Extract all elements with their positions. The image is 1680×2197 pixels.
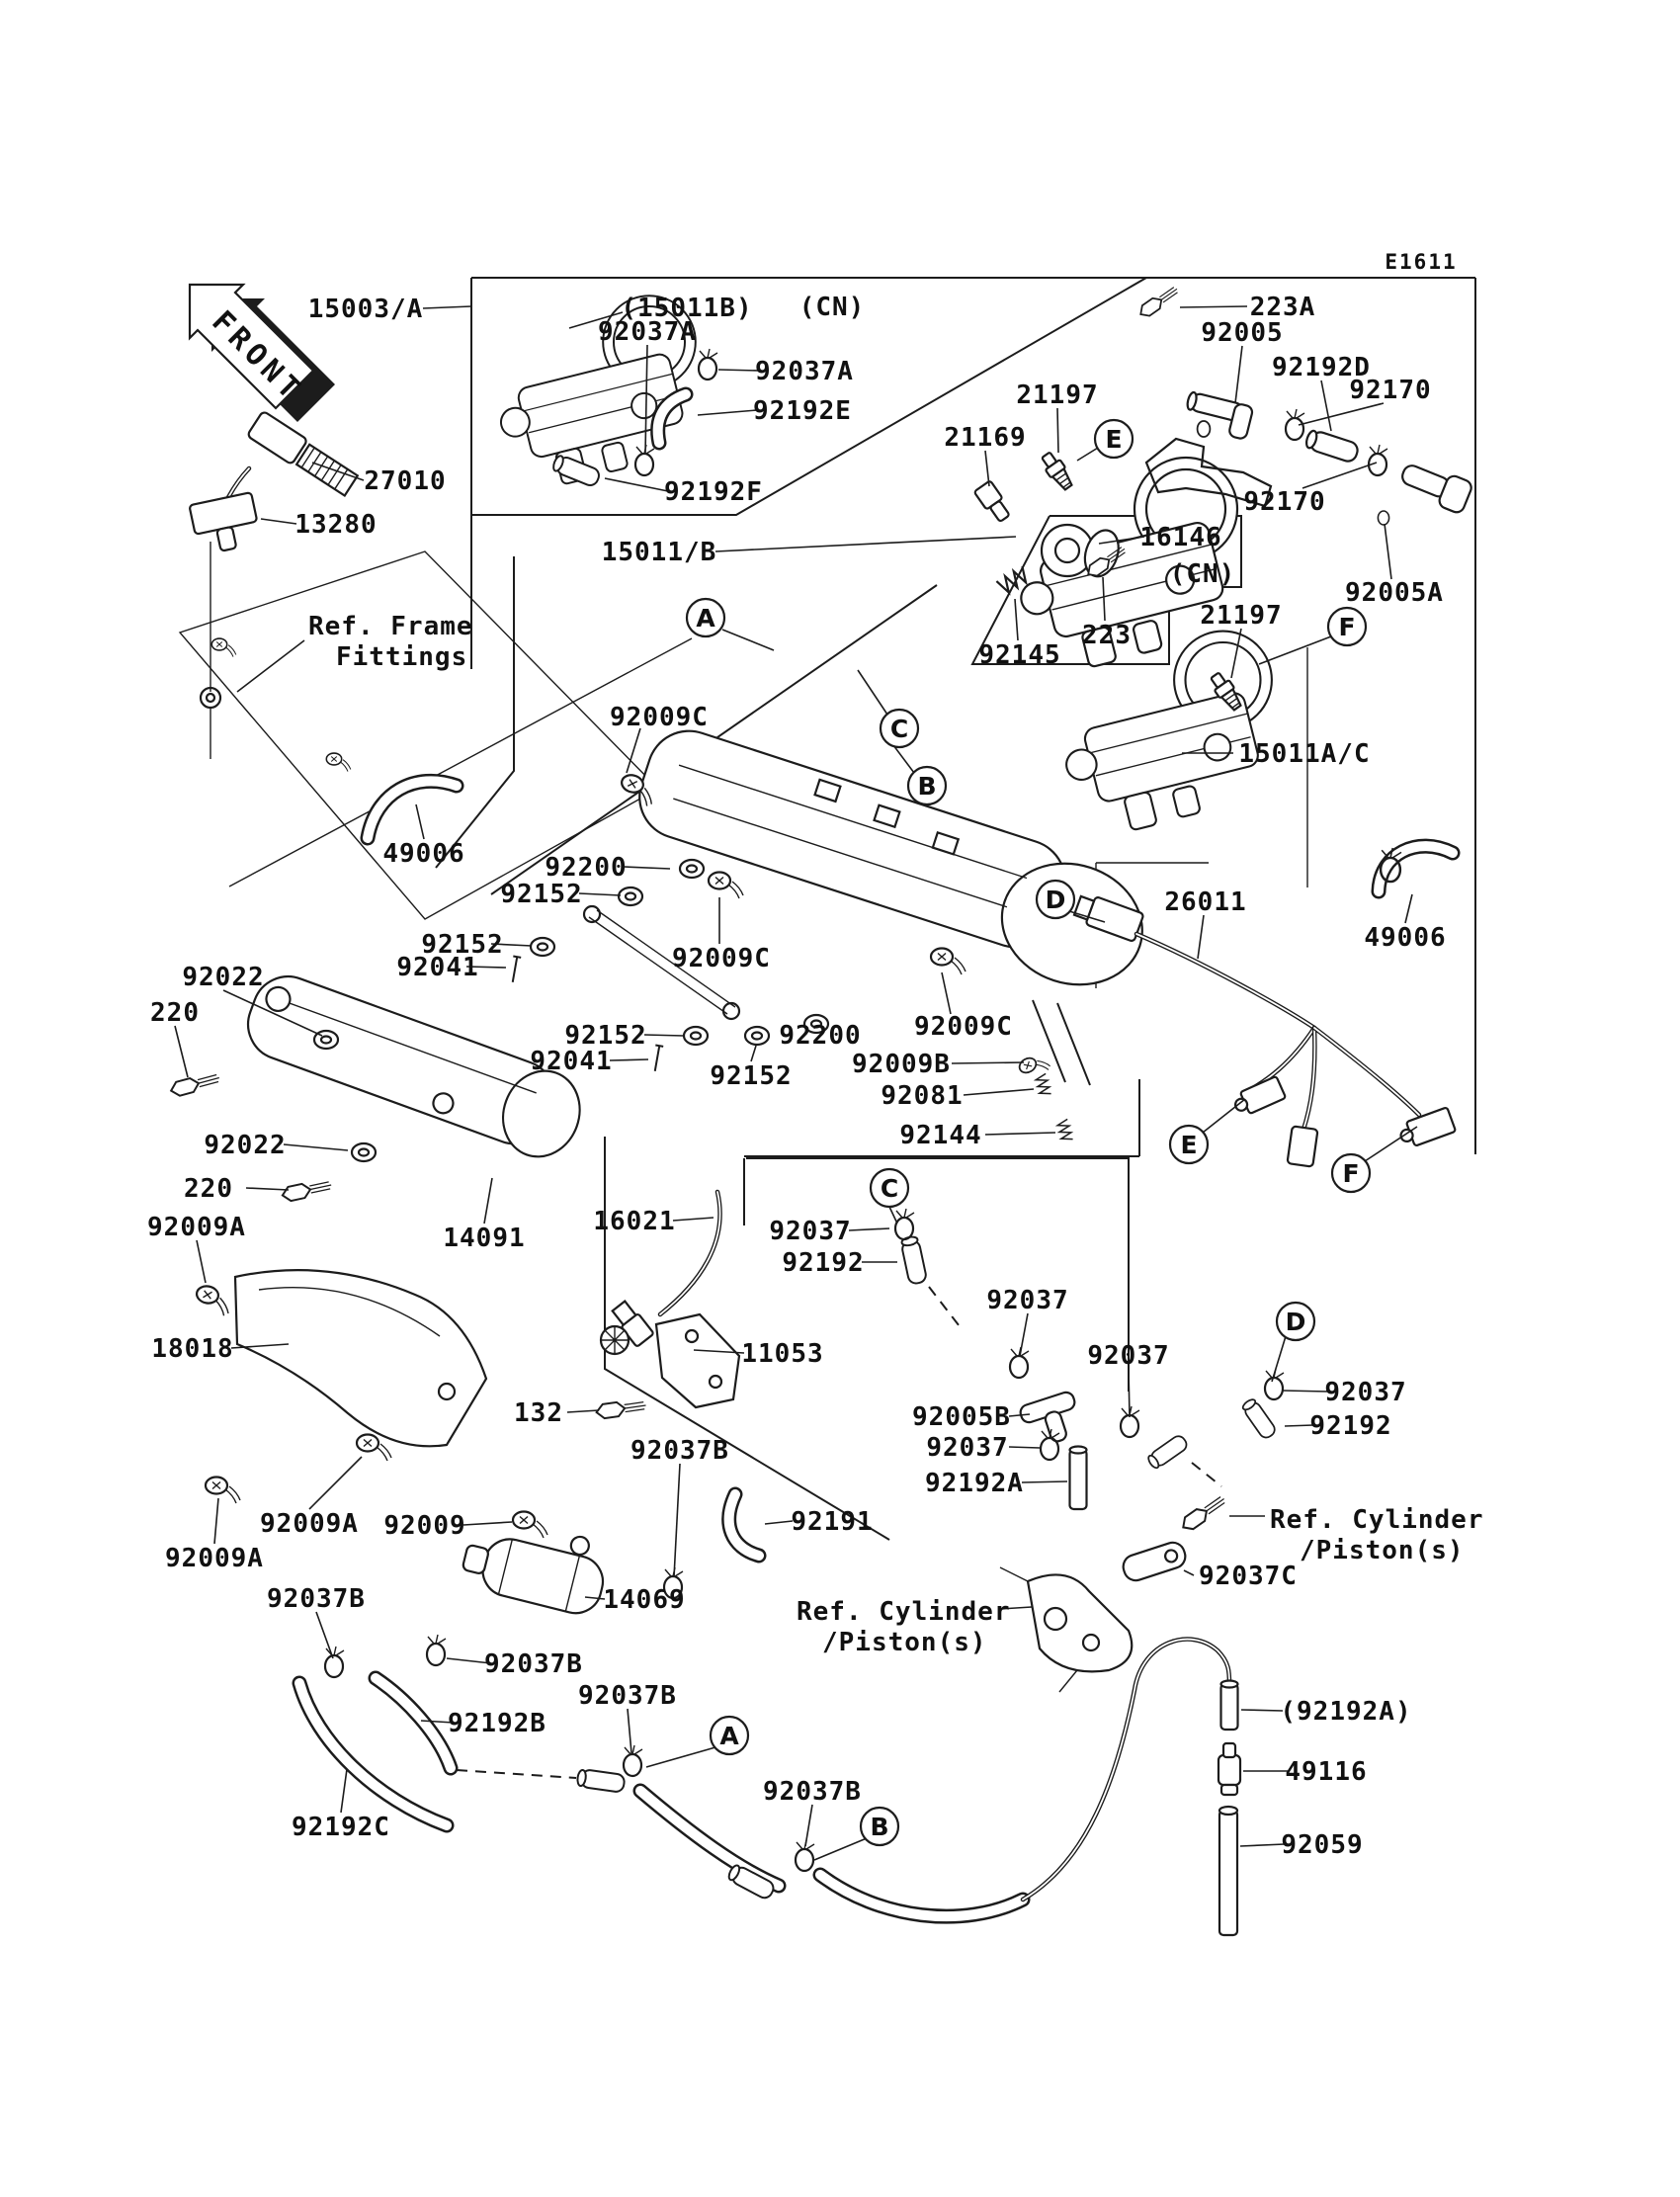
part-label: 92192E bbox=[753, 396, 852, 426]
part-label: 16021 bbox=[593, 1207, 676, 1236]
part-label-leader bbox=[423, 306, 471, 308]
part-label-leader bbox=[246, 1188, 289, 1190]
part-label: 92009C bbox=[610, 703, 709, 732]
callout-leader bbox=[1365, 1127, 1417, 1161]
part-label-leader bbox=[1015, 599, 1018, 640]
part-label: 15011/B bbox=[601, 538, 717, 567]
callout-leader bbox=[646, 1747, 715, 1767]
part-label: 92037B bbox=[630, 1436, 729, 1466]
part-label: (CN) bbox=[1169, 559, 1236, 589]
part-label: 132 bbox=[514, 1398, 563, 1428]
part-label: 14069 bbox=[603, 1585, 686, 1615]
part-label: 92037B bbox=[484, 1649, 583, 1679]
tube-92059 bbox=[1219, 1807, 1237, 1935]
part-label: 21197 bbox=[1200, 601, 1283, 631]
diagram-code: E1611 bbox=[1385, 250, 1458, 274]
part-label: 92152 bbox=[421, 930, 504, 960]
part-label-leader bbox=[1321, 380, 1331, 431]
part-label: 92192 bbox=[782, 1248, 865, 1278]
part-label: 220 bbox=[150, 998, 200, 1028]
part-label-leader bbox=[1198, 915, 1204, 959]
part-label: (92192A) bbox=[1280, 1697, 1412, 1727]
adjuster-21169 bbox=[974, 480, 1013, 524]
callout-letter-E: E bbox=[1180, 1131, 1198, 1159]
part-label-leader bbox=[627, 728, 640, 773]
part-label: 92037A bbox=[598, 317, 697, 347]
part-label: 92192C bbox=[292, 1813, 390, 1842]
ref-note: Ref. Cylinder /Piston(s) bbox=[1270, 1505, 1484, 1565]
part-label: 16146 bbox=[1139, 523, 1222, 552]
sensor-13280 bbox=[189, 492, 261, 555]
part-label-leader bbox=[610, 1059, 648, 1060]
part-label-leader bbox=[1283, 1391, 1328, 1392]
valve-49116 bbox=[1218, 1743, 1240, 1795]
part-label: 92200 bbox=[779, 1021, 862, 1051]
tee-92005B bbox=[1019, 1391, 1085, 1450]
part-label: 92192F bbox=[664, 477, 763, 507]
part-label: 92081 bbox=[881, 1081, 964, 1111]
part-label-leader bbox=[175, 1026, 188, 1077]
ref-note-leader bbox=[237, 640, 304, 692]
part-label-leader bbox=[952, 1062, 1024, 1063]
part-label: 92009C bbox=[914, 1012, 1013, 1042]
part-label: 92009 bbox=[383, 1511, 466, 1541]
bolt-223A bbox=[1137, 284, 1181, 319]
part-label: 92191 bbox=[791, 1507, 874, 1537]
part-label-leader bbox=[964, 1089, 1034, 1095]
part-label-leader bbox=[1240, 1844, 1285, 1846]
part-label: 92009C bbox=[672, 944, 771, 973]
fuel-tap bbox=[1000, 1567, 1132, 1692]
part-label: 92022 bbox=[182, 963, 265, 992]
part-label-leader bbox=[1184, 1570, 1194, 1575]
part-label-leader bbox=[1020, 1313, 1028, 1356]
tube-92192A bbox=[1070, 1447, 1087, 1510]
part-label-leader bbox=[1009, 1447, 1040, 1448]
part-label: 92005B bbox=[912, 1402, 1011, 1432]
connector-27010 bbox=[247, 411, 360, 498]
part-label-leader bbox=[765, 1521, 793, 1524]
tube-92037C bbox=[1121, 1540, 1189, 1584]
part-label: 92152 bbox=[710, 1061, 793, 1091]
part-label-leader bbox=[673, 1218, 714, 1221]
part-label: 92059 bbox=[1281, 1830, 1364, 1860]
part-label-leader bbox=[1022, 1481, 1067, 1482]
clamps bbox=[325, 1209, 1284, 1871]
part-label-leader bbox=[674, 1464, 680, 1577]
part-label-leader bbox=[985, 451, 989, 486]
part-label-leader bbox=[698, 410, 757, 415]
callout-letter-C: C bbox=[889, 715, 909, 743]
part-label: 92037C bbox=[1199, 1562, 1298, 1591]
part-label: 92009A bbox=[165, 1544, 264, 1573]
part-label: 49006 bbox=[1364, 923, 1447, 953]
part-label-leader bbox=[261, 519, 296, 524]
part-label-leader bbox=[1057, 408, 1058, 453]
part-label: 92037B bbox=[763, 1777, 862, 1807]
part-label: 92037B bbox=[578, 1681, 677, 1711]
part-label: 92041 bbox=[530, 1047, 613, 1076]
callout-letter-C: C bbox=[880, 1174, 899, 1203]
callout-letter-B: B bbox=[917, 772, 937, 801]
part-label: 223 bbox=[1082, 621, 1132, 650]
callout-letter-A: A bbox=[719, 1722, 739, 1750]
part-label: 92152 bbox=[564, 1021, 647, 1051]
part-label-leader bbox=[628, 1709, 631, 1753]
part-label-leader bbox=[1299, 403, 1384, 425]
part-label-leader bbox=[463, 1522, 512, 1525]
callout-leader bbox=[1259, 636, 1331, 664]
part-label: 21197 bbox=[1016, 380, 1099, 410]
part-label-leader bbox=[985, 1133, 1055, 1135]
part-label: 92144 bbox=[899, 1121, 982, 1150]
part-label-leader bbox=[197, 1240, 206, 1283]
part-label: 92170 bbox=[1243, 487, 1326, 517]
callout-leader bbox=[1272, 1336, 1286, 1382]
callout-leader bbox=[1203, 1099, 1245, 1133]
front-arrow-label: FRONT bbox=[205, 303, 310, 410]
part-label: 49006 bbox=[382, 839, 465, 869]
part-label: 92037 bbox=[986, 1286, 1069, 1315]
ref-note: Ref. Cylinder /Piston(s) bbox=[797, 1597, 1011, 1657]
part-label: 92037 bbox=[1324, 1378, 1407, 1407]
part-label: 92192 bbox=[1309, 1411, 1392, 1441]
part-label: 13280 bbox=[294, 510, 378, 540]
callout-letter-E: E bbox=[1105, 425, 1123, 454]
part-label-leader bbox=[1302, 463, 1377, 488]
part-label-leader bbox=[1241, 1710, 1283, 1711]
part-label: 223A bbox=[1249, 293, 1316, 322]
part-label: 92037A bbox=[755, 357, 854, 386]
part-label: 92009A bbox=[260, 1509, 359, 1539]
part-label-leader bbox=[579, 893, 621, 895]
heat-shield-18018 bbox=[235, 1270, 486, 1446]
part-label-leader bbox=[718, 370, 759, 371]
part-label: 92145 bbox=[978, 640, 1061, 670]
fitting-92005 bbox=[1182, 391, 1253, 440]
part-label: 92192A bbox=[925, 1469, 1024, 1498]
part-label-leader bbox=[751, 1046, 756, 1061]
part-label-leader bbox=[1385, 524, 1391, 579]
callout-letter-F: F bbox=[1342, 1159, 1360, 1188]
part-label: 18018 bbox=[151, 1334, 234, 1364]
part-label: (15011B) bbox=[621, 294, 753, 323]
part-label: 11053 bbox=[741, 1339, 824, 1369]
part-label-leader bbox=[341, 1769, 347, 1813]
part-label-leader bbox=[316, 1612, 333, 1658]
part-label: 92005A bbox=[1345, 578, 1444, 608]
callout-letter-F: F bbox=[1338, 613, 1356, 641]
part-label: 92037 bbox=[769, 1217, 852, 1246]
ref-note: Ref. Frame Fittings bbox=[308, 612, 473, 672]
part-label: 15003/A bbox=[307, 295, 424, 324]
part-label-leader bbox=[1129, 1369, 1130, 1417]
part-label: 15011A/C bbox=[1238, 739, 1371, 769]
part-label: 92005 bbox=[1201, 318, 1284, 348]
part-label-leader bbox=[942, 972, 951, 1014]
part-label: 49116 bbox=[1285, 1757, 1368, 1787]
part-label-leader bbox=[416, 804, 424, 839]
part-label: 26011 bbox=[1164, 887, 1247, 917]
part-label: 92037 bbox=[926, 1433, 1009, 1463]
part-label-leader bbox=[1180, 306, 1247, 307]
part-label: 92152 bbox=[500, 880, 583, 909]
part-label: 27010 bbox=[364, 466, 447, 496]
part-label-leader bbox=[567, 1410, 599, 1412]
callout-letter-D: D bbox=[1285, 1308, 1306, 1336]
part-label-leader bbox=[605, 478, 668, 491]
part-label-leader bbox=[1235, 346, 1242, 403]
part-label: 92200 bbox=[545, 853, 628, 883]
part-label-leader bbox=[214, 1498, 218, 1544]
part-label: 92037B bbox=[267, 1584, 366, 1614]
part-label: 92170 bbox=[1349, 376, 1432, 405]
part-label: 220 bbox=[184, 1174, 233, 1204]
callout-letter-B: B bbox=[870, 1813, 889, 1841]
part-label: 92009A bbox=[147, 1213, 246, 1242]
part-label-leader bbox=[284, 1144, 348, 1150]
part-label: 92037 bbox=[1087, 1341, 1170, 1371]
callout-leader bbox=[1077, 448, 1098, 461]
part-label: 92192D bbox=[1272, 353, 1371, 382]
part-label-leader bbox=[715, 537, 1016, 551]
part-label-leader bbox=[644, 1035, 684, 1036]
part-label-leader bbox=[805, 1805, 812, 1846]
part-label: 21169 bbox=[944, 423, 1027, 453]
bracket-11053 bbox=[656, 1314, 739, 1407]
part-label-leader bbox=[309, 1457, 362, 1509]
part-label: 92192B bbox=[448, 1709, 546, 1738]
callout-letter-A: A bbox=[696, 604, 715, 633]
part-label: 14091 bbox=[443, 1224, 526, 1253]
callout-leader bbox=[889, 1207, 897, 1224]
callout-leader bbox=[814, 1838, 867, 1860]
part-label-leader bbox=[484, 1178, 492, 1224]
part-label: 92041 bbox=[396, 953, 479, 982]
part-label: 92009B bbox=[852, 1050, 951, 1079]
part-label-leader bbox=[849, 1228, 889, 1230]
callout-leader bbox=[858, 670, 887, 715]
plug-21197 bbox=[1039, 450, 1076, 492]
part-label: 92022 bbox=[204, 1131, 287, 1160]
callout-leader bbox=[722, 630, 774, 650]
callout-letter-D: D bbox=[1045, 886, 1066, 914]
hose-92192D bbox=[1304, 429, 1360, 464]
part-label-leader bbox=[624, 867, 670, 869]
part-label: (CN) bbox=[798, 293, 866, 322]
tube-92192A-b bbox=[1221, 1681, 1238, 1731]
part-label-leader bbox=[1405, 894, 1412, 923]
fitting-92005A bbox=[1396, 458, 1473, 515]
